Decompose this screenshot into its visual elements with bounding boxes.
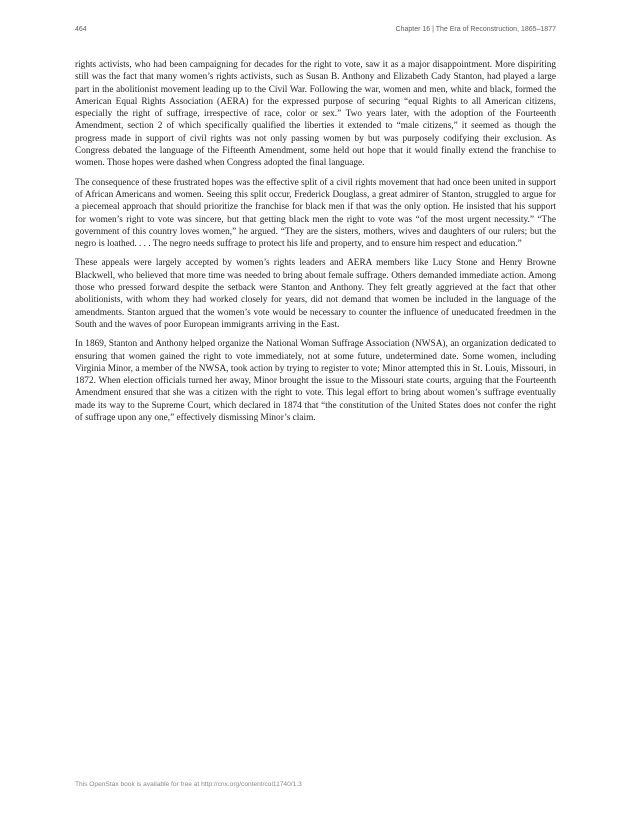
paragraph: These appeals were largely accepted by women’s rights leaders and AERA members like Lucy Stone and Henry Browne Blackwell, who believed that more time was needed to bring about female suffrage. Others demanded immediate action. Among those who pressed forward despite the setback were Stanton and Anthony. They felt greatly aggrieved at the fact that other abolitionists, with whom they had worked closely for years, did not demand that women be included in the language of the amendments. Stanton argued that the women’s vote would be necessary to counter the influence of uneducated freedmen in the South and the waves of poor European immigrants arriving in the East. [75,258,556,330]
paragraph: The consequence of these frustrated hopes was the effective split of a civil rights movement that had once been united in support of African Americans and women. Seeing this split occur, Frederick Douglass, a great admirer of Stanton, struggled to argue for a piecemeal approach that should prioritize the franchise for black men if that was the only option. He insisted that his support for women’s right to vote was sincere, but that getting black men the right to vote was “of the most urgent necessity.” “The government of this country loves women,” he argued. “They are the sisters, mothers, wives and daughters of our rulers; but the negro is loathed. . . . The negro needs suffrage to protect his life and property, and to ensure him respect and education.” [75,177,556,250]
paragraph: rights activists, who had been campaigning for decades for the right to vote, saw it as a major disappointment. More dispiriting still was the fact that many women’s rights activists, such as Susan B. Anthony and Elizabeth Cady Stanton, had played a large part in the abolitionist movement leading up to the Civil War. Following the war, women and men, white and black, formed the American Equal Rights Association (AERA) for the expressed purpose of securing “equal Rights to all American citizens, especially the right of suffrage, irrespective of race, color or sex.” Two years later, with the adoption of the Fourteenth Amendment, section 2 of which specifically qualified the liberties it extended to “male citizens,” it seemed as though the progress made in support of civil rights was not only passing women by but was purposely codifying their exclusion. As Congress debated the language of the Fifteenth Amendment, some held out hope that it would finally extend the franchise to women. Those hopes were dashed when Congress adopted the final language. [75,60,556,169]
body-text [75,59,556,431]
running-head: Chapter 16 | The Era of Reconstruction, 1865–1877 [395,26,556,33]
page-number: 464 [75,26,87,33]
page-footer: This OpenStax book is available for free at http://cnx.org/content/col11740/1.3 [75,781,302,788]
paragraph: In 1869, Stanton and Anthony helped organize the National Woman Suffrage Association (NWSA), an organization dedicated to ensuring that women gained the right to vote immediately, not at some future, undetermined date. Some women, including Virginia Minor, a member of the NWSA, took action by trying to register to vote; Minor attempted this in St. Louis, Missouri, in 1872. When election officials turned her away, Minor brought the issue to the Missouri state courts, arguing that the Fourteenth Amendment ensured that she was a citizen with the right to vote. This legal effort to bring about women’s suffrage eventually made its way to the Supreme Court, which declared in 1874 that “the constitution of the United States does not confer the right of suffrage upon any one,” effectively dismissing Minor’s claim. [75,339,556,424]
